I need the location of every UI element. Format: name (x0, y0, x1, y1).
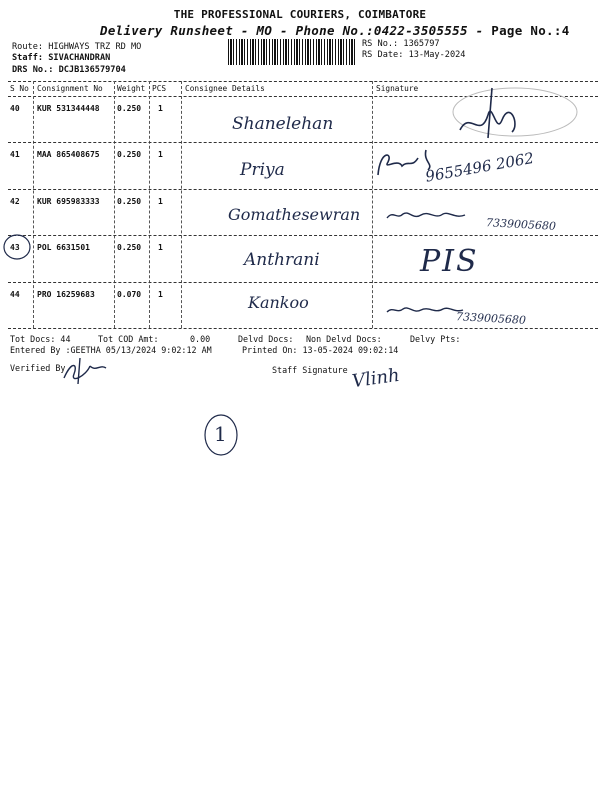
barcode (228, 39, 356, 65)
row-rule (8, 282, 598, 283)
col-divider (372, 81, 373, 328)
signature-scribble (385, 206, 475, 224)
col-divider (149, 81, 150, 328)
consignee-name-handwritten: Priya (240, 160, 285, 180)
printed-on: Printed On: 13-05-2024 09:02:14 (242, 345, 399, 355)
row-weight: 0.250 (117, 243, 142, 252)
signature-phone: 9655496 2062 (424, 148, 536, 186)
signature-phone: 7339005680 (485, 216, 557, 233)
row-consignment: MAA 865408675 (37, 150, 100, 159)
drs-number: DRS No.: DCJB136579704 (12, 65, 126, 75)
col-divider (33, 81, 34, 328)
delivered-docs: Delvd Docs: (238, 334, 294, 344)
row-rule (8, 142, 598, 143)
total-docs: Tot Docs: 44 (10, 334, 71, 344)
row-pcs: 1 (158, 104, 163, 113)
col-consignee: Consignee Details (185, 84, 265, 93)
row-consignment: KUR 531344448 (37, 104, 100, 113)
col-divider (181, 81, 182, 328)
signature-stroke (387, 213, 465, 218)
row-pcs: 1 (158, 290, 163, 299)
rs-date: RS Date: 13-May-2024 (362, 50, 466, 60)
consignee-name-handwritten: Kankoo (248, 293, 309, 312)
row-weight: 0.250 (117, 197, 142, 206)
route: Route: HIGHWAYS TRZ RD MO (12, 42, 142, 52)
col-signature: Signature (376, 84, 419, 93)
signature-stroke (387, 308, 463, 312)
entered-by: Entered By :GEETHA 05/13/2024 9:02:12 AM (10, 345, 212, 355)
row-weight: 0.250 (117, 104, 142, 113)
verifier-signature (60, 356, 110, 386)
signature-scribble (385, 302, 465, 318)
runsheet-title (100, 23, 570, 38)
signature-stroke (378, 150, 430, 175)
signature-scribble (440, 80, 590, 142)
delivery-points: Delvy Pts: (410, 334, 461, 344)
row-consignment: PRO 16259683 (37, 290, 95, 299)
row-weight: 0.070 (117, 290, 142, 299)
row-pcs: 1 (158, 150, 163, 159)
consignee-name-handwritten: Anthrani (244, 250, 320, 270)
col-sno: S No (10, 84, 29, 93)
page-number: Page No.:4 (491, 23, 570, 38)
non-delivered-docs: Non Delvd Docs: (306, 334, 382, 344)
row-sno: 41 (10, 150, 20, 159)
verified-by-label: Verified By (10, 363, 66, 373)
rs-number: RS No.: 1365797 (362, 39, 440, 49)
row-pcs: 1 (158, 243, 163, 252)
col-pcs: PCS (152, 84, 167, 93)
col-divider (114, 81, 115, 328)
row-sno: 40 (10, 104, 20, 113)
signature-stroke (460, 88, 515, 138)
consignee-name-handwritten: Gomathesewran (228, 205, 361, 224)
circled-number: 1 (214, 422, 227, 446)
signature-phone: 7339005680 (455, 310, 527, 327)
col-consignment: Consignment No (37, 84, 103, 93)
col-weight: Weight (117, 84, 146, 93)
row-pcs: 1 (158, 197, 163, 206)
row-sno: 44 (10, 290, 20, 299)
row-weight: 0.250 (117, 150, 142, 159)
row-sno: 43 (10, 243, 20, 252)
staff-signature-handwritten: Vlinh (350, 364, 401, 393)
total-cod-value: 0.00 (190, 334, 211, 344)
table-bottom-rule (8, 328, 598, 329)
total-cod-label: Tot COD Amt: (98, 334, 159, 344)
signature-initials: PIS (420, 244, 479, 279)
row-rule (8, 189, 598, 190)
company-title: THE PROFESSIONAL COURIERS, COIMBATORE (173, 8, 427, 21)
row-rule (8, 235, 598, 236)
staff-signature-label: Staff Signature (272, 365, 348, 375)
staff-name: Staff: SIVACHANDRAN (12, 53, 111, 63)
row-consignment: KUR 695983333 (37, 197, 100, 206)
consignee-name-handwritten: Shanelehan (232, 114, 334, 134)
runsheet-title-text: Delivery Runsheet - MO - Phone No.:0422-3505555 - (100, 23, 492, 38)
row-consignment: POL 6631501 (37, 243, 90, 252)
row-sno: 42 (10, 197, 20, 206)
